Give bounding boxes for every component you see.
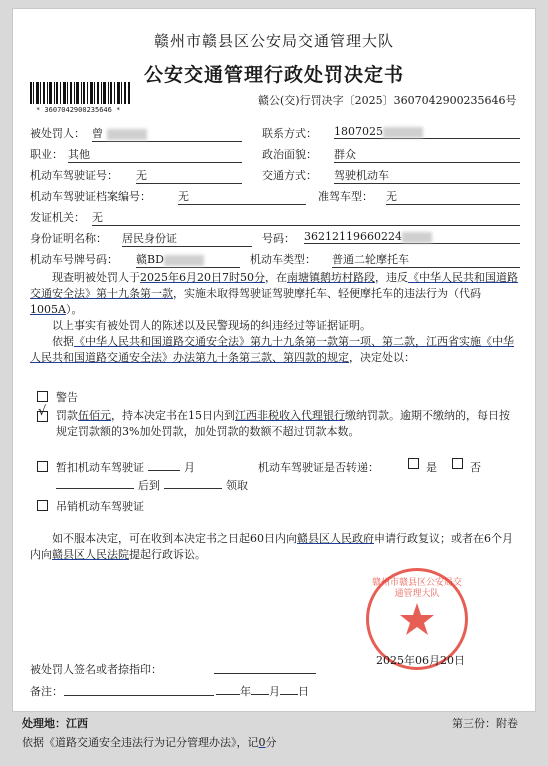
political-label: 政治面貌： [262,148,317,161]
traffic-mode-label: 交通方式： [262,169,317,182]
political-value: 群众 [334,146,520,163]
sign-date: 年 月 日 [216,683,309,699]
warning-checkbox [37,391,48,402]
basis-paragraph: 依据《中华人民共和国道路交通安全法》第九十九条第一款第一项、第二款，江西省实施《中华人民共和国道路交通安全法》办法第九十条第三款、第四款的规定，决定处以： [30,335,514,364]
detain-option: 暂扣机动车驾驶证 月 [56,461,195,474]
job-label: 职业： [30,148,63,161]
signature-line [214,673,316,674]
contact-value: 1807025 [334,125,520,139]
checkmark-icon: √ [38,404,47,419]
decision-date: 2025年06月20日 [376,654,465,667]
traffic-mode-value: 驾驶机动车 [334,167,520,184]
license-value: 无 [136,167,242,184]
id-type-value: 居民身份证 [122,230,252,247]
revoke-option: 吊销机动车驾驶证 [56,500,144,513]
archive-label: 机动车驾驶证档案编号： [30,190,151,203]
license-label: 机动车驾驶证号： [30,169,118,182]
issuer-value: 无 [92,209,520,226]
issuing-organization: 赣州市赣县区公安局交通管理大队 [153,32,394,50]
remark-label: 备注： [30,685,63,698]
remark-line [64,695,214,696]
document-title: 公安交通管理行政处罚决定书 [143,64,404,86]
archive-value: 无 [178,188,306,205]
barcode [30,82,130,104]
party-value: 曾 [92,125,242,142]
detain-claim: 后到 领取 [56,477,248,493]
transfer-yes-label: 是 [426,461,437,474]
facts-paragraph: 现查明被处罚人于2025年6月20日7时50分，在南塘镇鹅坊村路段，违反《中华人民共和国道路交通安全法》第十九条第一款，实施未取得驾驶证驾驶摩托车、轻便摩托车的违法行为（代码1005A）。 [30,271,518,316]
id-type-label: 身份证明名称： [30,232,107,245]
detain-checkbox [37,461,48,472]
seal-text: 赣州市赣县区公安局交通管理大队 [371,578,462,599]
permit-label: 准驾车型： [318,190,373,203]
warning-option: 警告 [56,391,78,404]
issuer-label: 发证机关： [30,211,85,224]
vehicle-type-label: 机动车类型： [250,253,316,266]
revoke-checkbox [37,500,48,511]
id-number-label: 号码： [262,232,295,245]
remedy-paragraph: 如不服本决定，可在收到本决定书之日起60日内向赣县区人民政府申请行政复议；或者在6个月内向赣县区人民法院提起行政诉讼。 [30,532,513,561]
id-number-value: 36212119660224 [304,230,520,244]
processing-place: 处理地：江西 [22,717,88,730]
transfer-no-checkbox [452,458,463,469]
party-label: 被处罚人： [30,127,85,140]
plate-value: 赣BD [136,251,240,268]
copy-note: 第三份：附卷 [452,717,518,730]
fine-option: 罚款伍佰元，持本决定书在15日内到江西非税收入代理银行缴纳罚款。逾期不缴纳的，每日按规定罚款额的3%加处罚款，加处罚款的数额不超过罚款本数。 [56,409,510,438]
evidence-paragraph: 以上事实有被处罚人的陈述以及民警现场的纠违经过等证据证明。 [52,319,371,332]
contact-label: 联系方式： [262,127,317,140]
transfer-no-label: 否 [470,461,481,474]
points-note: 依据《道路交通安全违法行为记分管理办法》，记0分 [22,736,277,749]
barcode-number: * 3607042900235646 * [36,106,121,114]
transfer-yes-checkbox [408,458,419,469]
signature-label: 被处罚人签名或者捺指印： [30,663,162,676]
job-value: 其他 [68,146,242,163]
plate-label: 机动车号牌号码： [30,253,118,266]
transfer-question: 机动车驾驶证是否转递： [258,461,379,474]
permit-value: 无 [386,188,520,205]
document-number: 赣公(交)行罚决字〔2025〕3607042900235646号 [258,94,517,107]
vehicle-type-value: 普通二轮摩托车 [332,251,520,268]
